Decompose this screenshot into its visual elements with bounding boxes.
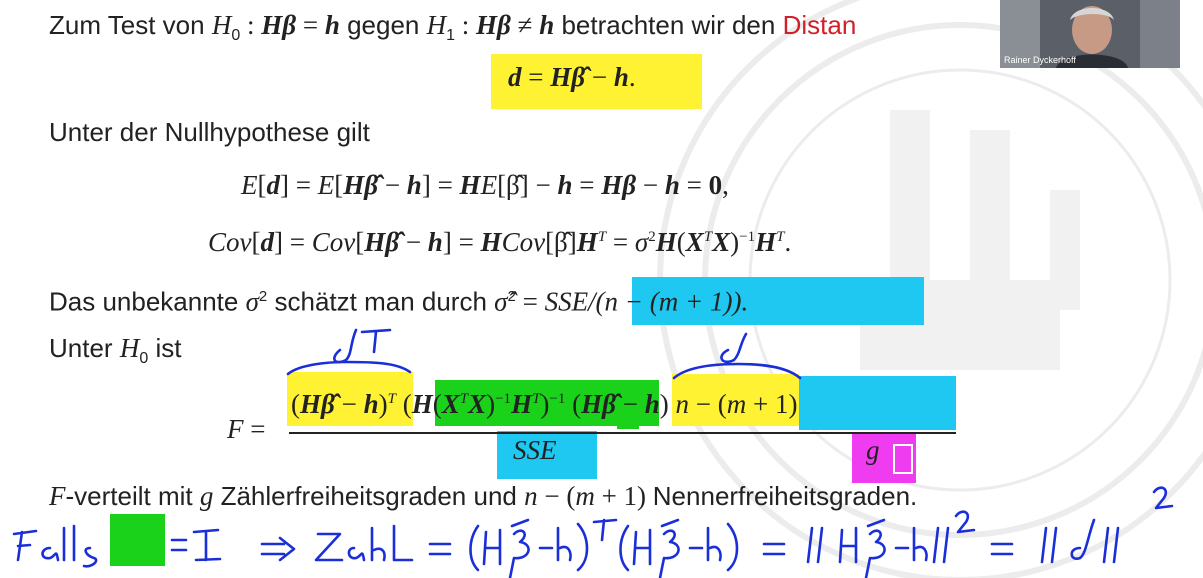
- f-denominator-g: g: [866, 435, 880, 465]
- presenter-name: Rainer Dyckerhoff: [1004, 55, 1076, 65]
- f-denominator-sse: SSE: [513, 435, 557, 465]
- null-hypothesis-line: Unter der Nullhypothese gilt: [49, 117, 370, 147]
- f-equals: F =: [227, 414, 266, 444]
- f-distribution-line: F-verteilt mit g Zählerfreiheitsgraden und n − (m + 1) Nennerfreiheitsgraden.: [49, 481, 918, 511]
- webcam-overlay: [1000, 0, 1180, 68]
- intro-line: Zum Test von $H_0$ : Hβ = h gegen $H_1$ : Hβ ≠ h betrachten wir den Distan: [49, 10, 857, 45]
- under-h0-line: Unter $H_0$ ist: [49, 333, 182, 368]
- covariance-formula: Cov[d] = Cov[Hβ̂ − $h] = HCov[\betâ]H^T = \sigma^2H(X^TX)^{-1}H^T$.: [208, 227, 792, 257]
- expectation-formula: E[d] = E[Hβ̂ − h] = HE[β̂] − h = Hβ − h = 0,: [241, 170, 729, 200]
- d-definition: d = Hβ̂ − h.: [508, 62, 636, 92]
- f-numerator: (Hβ̂ − h)$^T$ $(H(X^TX)^{-1}H^T)^{-1}$ (Hβ̂ − h) n − (m + 1): [291, 389, 798, 419]
- sigma-estimate-line: Das unbekannte $\sigma^2$ schätzt man durch σ̂$^2$ = SSE/(n − (m + 1)).: [49, 286, 749, 317]
